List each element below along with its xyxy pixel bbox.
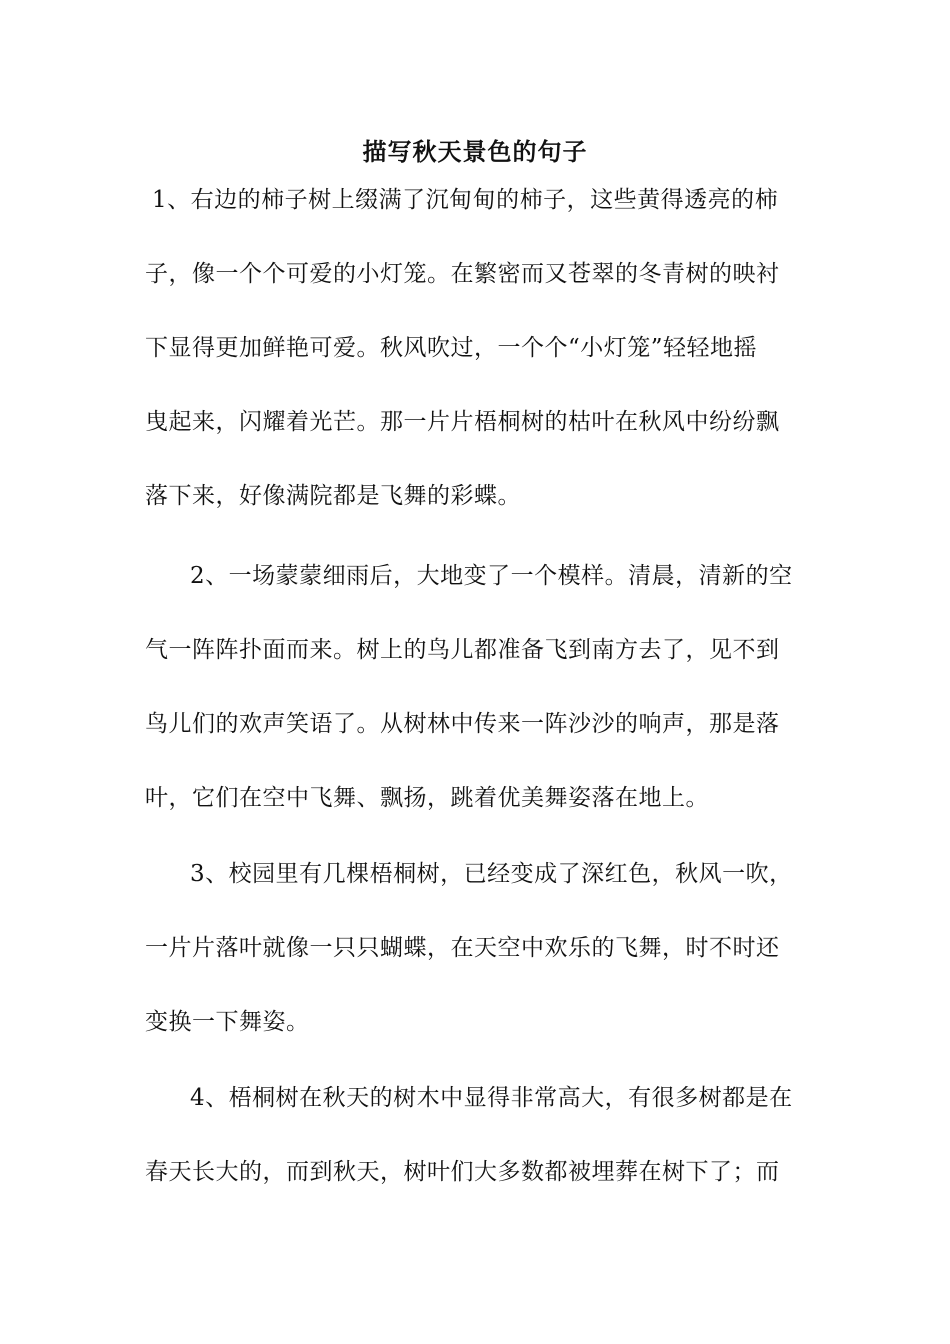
paragraph-2-line-4: 叶，它们在空中飞舞、飘扬，跳着优美舞姿落在地上。 <box>145 785 709 811</box>
paragraph-2-line-3: 鸟儿们的欢声笑语了。从树林中传来一阵沙沙的响声，那是落 <box>145 711 780 737</box>
paragraph-1-line-4: 曳起来，闪耀着光芒。那一片片梧桐树的枯叶在秋风中纷纷飘 <box>145 409 780 435</box>
paragraph-1-line-3: 下显得更加鲜艳可爱。秋风吹过，一个个“小灯笼”轻轻地摇 <box>145 335 758 361</box>
paragraph-2-line-2: 气一阵阵扑面而来。树上的鸟儿都准备飞到南方去了，见不到 <box>145 637 780 663</box>
paragraph-1-line-5: 落下来，好像满院都是飞舞的彩蝶。 <box>145 483 521 509</box>
paragraph-3-line-3: 变换一下舞姿。 <box>145 1009 310 1035</box>
paragraph-1-line-2: 子，像一个个可爱的小灯笼。在繁密而又苍翠的冬青树的映衬 <box>145 261 780 287</box>
paragraph-4-line-2: 春天长大的，而到秋天，树叶们大多数都被埋葬在树下了；而 <box>145 1159 780 1185</box>
paragraph-1-line-1: 1、右边的柿子树上缀满了沉甸甸的柿子，这些黄得透亮的柿 <box>152 187 779 213</box>
paragraph-4-line-1: 4、梧桐树在秋天的树木中显得非常高大，有很多树都是在 <box>190 1085 793 1111</box>
paragraph-2-line-1: 2、一场蒙蒙细雨后，大地变了一个模样。清晨，清新的空 <box>190 563 793 589</box>
document-title: 描写秋天景色的句子 <box>362 137 588 166</box>
paragraph-3-line-1: 3、校园里有几棵梧桐树，已经变成了深红色，秋风一吹， <box>190 861 793 887</box>
paragraph-3-line-2: 一片片落叶就像一只只蝴蝶，在天空中欢乐的飞舞，时不时还 <box>145 935 780 961</box>
